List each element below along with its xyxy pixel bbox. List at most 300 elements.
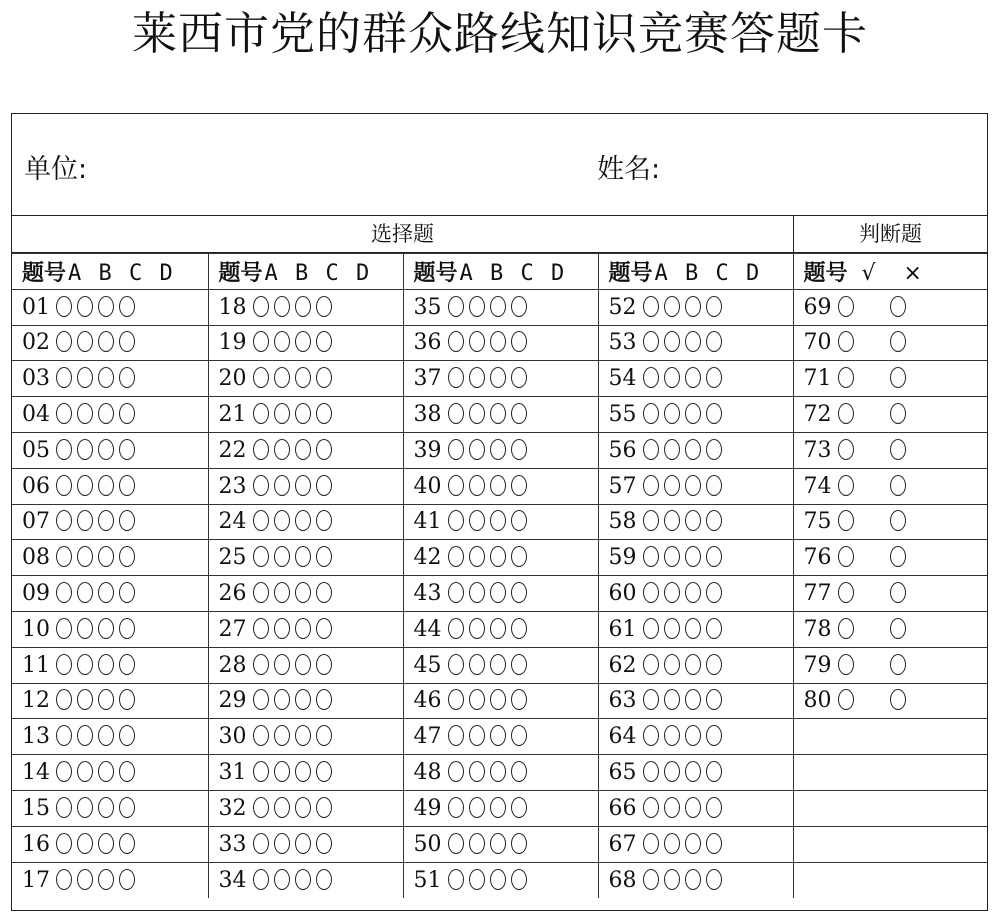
answer-bubble-d[interactable] — [316, 403, 332, 424]
answer-bubble-a[interactable] — [253, 869, 269, 890]
answer-bubble-b[interactable] — [469, 475, 485, 496]
answer-bubble-true[interactable] — [838, 296, 854, 317]
answer-bubble-c[interactable] — [490, 367, 506, 388]
answer-bubble-c[interactable] — [295, 725, 311, 746]
answer-bubble-a[interactable] — [56, 689, 72, 710]
answer-bubble-d[interactable] — [511, 582, 527, 603]
answer-bubble-d[interactable] — [706, 689, 722, 710]
answer-bubble-b[interactable] — [469, 296, 485, 317]
answer-bubble-c[interactable] — [295, 618, 311, 639]
answer-bubble-a[interactable] — [643, 833, 659, 854]
answer-bubble-d[interactable] — [706, 403, 722, 424]
answer-bubble-a[interactable] — [643, 797, 659, 818]
answer-bubble-d[interactable] — [316, 654, 332, 675]
answer-bubble-d[interactable] — [316, 833, 332, 854]
answer-bubble-b[interactable] — [274, 761, 290, 782]
answer-bubble-d[interactable] — [119, 833, 135, 854]
answer-bubble-b[interactable] — [664, 618, 680, 639]
answer-bubble-a[interactable] — [448, 761, 464, 782]
answer-bubble-b[interactable] — [77, 475, 93, 496]
answer-bubble-b[interactable] — [77, 797, 93, 818]
answer-bubble-c[interactable] — [490, 582, 506, 603]
answer-bubble-d[interactable] — [316, 869, 332, 890]
answer-bubble-d[interactable] — [511, 403, 527, 424]
answer-bubble-c[interactable] — [295, 833, 311, 854]
answer-bubble-b[interactable] — [77, 582, 93, 603]
answer-bubble-b[interactable] — [77, 331, 93, 352]
answer-bubble-d[interactable] — [511, 331, 527, 352]
answer-bubble-a[interactable] — [643, 475, 659, 496]
answer-bubble-a[interactable] — [253, 403, 269, 424]
answer-bubble-d[interactable] — [316, 367, 332, 388]
answer-bubble-false[interactable] — [890, 510, 906, 531]
answer-bubble-false[interactable] — [890, 618, 906, 639]
answer-bubble-false[interactable] — [890, 654, 906, 675]
answer-bubble-a[interactable] — [253, 689, 269, 710]
answer-bubble-d[interactable] — [316, 761, 332, 782]
answer-bubble-c[interactable] — [98, 654, 114, 675]
answer-bubble-a[interactable] — [253, 475, 269, 496]
answer-bubble-a[interactable] — [643, 618, 659, 639]
answer-bubble-true[interactable] — [838, 582, 854, 603]
answer-bubble-a[interactable] — [643, 403, 659, 424]
answer-bubble-d[interactable] — [706, 475, 722, 496]
answer-bubble-d[interactable] — [706, 331, 722, 352]
answer-bubble-false[interactable] — [890, 689, 906, 710]
answer-bubble-b[interactable] — [664, 331, 680, 352]
answer-bubble-false[interactable] — [890, 296, 906, 317]
answer-bubble-b[interactable] — [77, 439, 93, 460]
answer-bubble-a[interactable] — [56, 296, 72, 317]
answer-bubble-a[interactable] — [56, 582, 72, 603]
answer-bubble-c[interactable] — [685, 510, 701, 531]
answer-bubble-a[interactable] — [643, 367, 659, 388]
answer-bubble-b[interactable] — [664, 510, 680, 531]
answer-bubble-d[interactable] — [706, 725, 722, 746]
answer-bubble-a[interactable] — [643, 761, 659, 782]
answer-bubble-c[interactable] — [490, 725, 506, 746]
answer-bubble-a[interactable] — [448, 869, 464, 890]
answer-bubble-a[interactable] — [253, 761, 269, 782]
answer-bubble-a[interactable] — [56, 439, 72, 460]
answer-bubble-b[interactable] — [77, 833, 93, 854]
answer-bubble-b[interactable] — [664, 546, 680, 567]
answer-bubble-d[interactable] — [511, 367, 527, 388]
answer-bubble-d[interactable] — [511, 761, 527, 782]
answer-bubble-c[interactable] — [295, 403, 311, 424]
answer-bubble-c[interactable] — [295, 367, 311, 388]
answer-bubble-d[interactable] — [706, 797, 722, 818]
answer-bubble-b[interactable] — [274, 618, 290, 639]
answer-bubble-d[interactable] — [316, 510, 332, 531]
answer-bubble-c[interactable] — [295, 296, 311, 317]
answer-bubble-a[interactable] — [448, 689, 464, 710]
answer-bubble-b[interactable] — [664, 367, 680, 388]
answer-bubble-c[interactable] — [295, 582, 311, 603]
answer-bubble-true[interactable] — [838, 475, 854, 496]
answer-bubble-b[interactable] — [469, 510, 485, 531]
answer-bubble-a[interactable] — [56, 510, 72, 531]
answer-bubble-d[interactable] — [119, 510, 135, 531]
answer-bubble-c[interactable] — [685, 797, 701, 818]
answer-bubble-b[interactable] — [77, 654, 93, 675]
answer-bubble-b[interactable] — [77, 869, 93, 890]
answer-bubble-d[interactable] — [706, 654, 722, 675]
answer-bubble-c[interactable] — [490, 439, 506, 460]
answer-bubble-d[interactable] — [706, 833, 722, 854]
answer-bubble-b[interactable] — [664, 439, 680, 460]
answer-bubble-a[interactable] — [448, 725, 464, 746]
answer-bubble-c[interactable] — [490, 331, 506, 352]
answer-bubble-d[interactable] — [316, 331, 332, 352]
answer-bubble-c[interactable] — [685, 296, 701, 317]
answer-bubble-a[interactable] — [56, 797, 72, 818]
answer-bubble-true[interactable] — [838, 403, 854, 424]
answer-bubble-b[interactable] — [77, 689, 93, 710]
answer-bubble-b[interactable] — [274, 403, 290, 424]
answer-bubble-a[interactable] — [448, 296, 464, 317]
answer-bubble-d[interactable] — [511, 475, 527, 496]
table-row — [12, 611, 987, 647]
answer-bubble-b[interactable] — [469, 439, 485, 460]
answer-bubble-d[interactable] — [511, 725, 527, 746]
answer-bubble-c[interactable] — [98, 761, 114, 782]
answer-bubble-c[interactable] — [685, 725, 701, 746]
answer-bubble-a[interactable] — [643, 546, 659, 567]
answer-bubble-b[interactable] — [469, 833, 485, 854]
answer-bubble-b[interactable] — [274, 654, 290, 675]
answer-bubble-false[interactable] — [890, 403, 906, 424]
answer-bubble-b[interactable] — [274, 725, 290, 746]
answer-bubble-c[interactable] — [490, 833, 506, 854]
answer-bubble-c[interactable] — [295, 475, 311, 496]
answer-bubble-a[interactable] — [253, 510, 269, 531]
answer-bubble-c[interactable] — [685, 618, 701, 639]
answer-bubble-a[interactable] — [643, 439, 659, 460]
answer-bubble-d[interactable] — [119, 725, 135, 746]
answer-bubble-a[interactable] — [643, 331, 659, 352]
answer-bubble-c[interactable] — [295, 546, 311, 567]
answer-bubble-true[interactable] — [838, 689, 854, 710]
answer-bubble-b[interactable] — [469, 403, 485, 424]
answer-bubble-b[interactable] — [664, 689, 680, 710]
answer-bubble-a[interactable] — [253, 833, 269, 854]
answer-bubble-false[interactable] — [890, 546, 906, 567]
answer-bubble-b[interactable] — [469, 546, 485, 567]
answer-bubble-b[interactable] — [274, 797, 290, 818]
answer-bubble-a[interactable] — [56, 654, 72, 675]
answer-bubble-c[interactable] — [490, 510, 506, 531]
answer-bubble-a[interactable] — [253, 367, 269, 388]
answer-bubble-c[interactable] — [685, 331, 701, 352]
answer-bubble-a[interactable] — [643, 654, 659, 675]
answer-bubble-d[interactable] — [511, 618, 527, 639]
answer-bubble-d[interactable] — [511, 439, 527, 460]
answer-bubble-c[interactable] — [295, 439, 311, 460]
answer-bubble-c[interactable] — [490, 546, 506, 567]
answer-bubble-a[interactable] — [448, 403, 464, 424]
answer-bubble-c[interactable] — [98, 797, 114, 818]
answer-bubble-a[interactable] — [448, 510, 464, 531]
answer-bubble-d[interactable] — [119, 761, 135, 782]
answer-bubble-b[interactable] — [274, 296, 290, 317]
answer-bubble-a[interactable] — [643, 296, 659, 317]
answer-bubble-a[interactable] — [448, 833, 464, 854]
answer-bubble-d[interactable] — [511, 654, 527, 675]
answer-bubble-a[interactable] — [448, 797, 464, 818]
answer-bubble-d[interactable] — [706, 761, 722, 782]
answer-bubble-b[interactable] — [274, 367, 290, 388]
answer-bubble-c[interactable] — [685, 761, 701, 782]
answer-bubble-true[interactable] — [838, 367, 854, 388]
answer-bubble-true[interactable] — [838, 510, 854, 531]
answer-bubble-d[interactable] — [706, 546, 722, 567]
answer-bubble-b[interactable] — [664, 761, 680, 782]
answer-bubble-d[interactable] — [119, 869, 135, 890]
answer-bubble-a[interactable] — [253, 582, 269, 603]
answer-bubble-c[interactable] — [98, 475, 114, 496]
answer-bubble-true[interactable] — [838, 331, 854, 352]
answer-bubble-false[interactable] — [890, 439, 906, 460]
answer-bubble-b[interactable] — [274, 546, 290, 567]
answer-bubble-a[interactable] — [448, 546, 464, 567]
answer-bubble-d[interactable] — [706, 618, 722, 639]
answer-bubble-b[interactable] — [469, 689, 485, 710]
answer-bubble-b[interactable] — [664, 725, 680, 746]
answer-bubble-a[interactable] — [643, 689, 659, 710]
answer-bubble-c[interactable] — [685, 403, 701, 424]
answer-bubble-a[interactable] — [56, 725, 72, 746]
answer-bubble-true[interactable] — [838, 546, 854, 567]
answer-bubble-d[interactable] — [316, 618, 332, 639]
answer-bubble-b[interactable] — [77, 761, 93, 782]
answer-bubble-c[interactable] — [295, 689, 311, 710]
answer-bubble-d[interactable] — [119, 296, 135, 317]
answer-bubble-c[interactable] — [490, 403, 506, 424]
answer-bubble-a[interactable] — [253, 725, 269, 746]
answer-bubble-b[interactable] — [664, 582, 680, 603]
answer-bubble-b[interactable] — [469, 725, 485, 746]
answer-bubble-d[interactable] — [119, 654, 135, 675]
choice-question-cell — [208, 432, 403, 468]
answer-bubble-b[interactable] — [77, 296, 93, 317]
answer-bubble-a[interactable] — [643, 510, 659, 531]
answer-bubble-true[interactable] — [838, 439, 854, 460]
answer-bubble-a[interactable] — [448, 439, 464, 460]
answer-bubble-b[interactable] — [274, 833, 290, 854]
answer-bubble-b[interactable] — [469, 618, 485, 639]
answer-bubble-d[interactable] — [119, 403, 135, 424]
answer-bubble-a[interactable] — [253, 618, 269, 639]
answer-bubble-c[interactable] — [98, 331, 114, 352]
answer-bubble-d[interactable] — [316, 689, 332, 710]
answer-bubble-b[interactable] — [469, 367, 485, 388]
answer-bubble-c[interactable] — [490, 761, 506, 782]
answer-bubble-false[interactable] — [890, 367, 906, 388]
answer-bubble-c[interactable] — [98, 439, 114, 460]
answer-bubble-b[interactable] — [274, 439, 290, 460]
answer-bubble-false[interactable] — [890, 331, 906, 352]
answer-bubble-d[interactable] — [511, 510, 527, 531]
answer-bubble-a[interactable] — [448, 618, 464, 639]
answer-bubble-c[interactable] — [98, 869, 114, 890]
answer-bubble-c[interactable] — [685, 475, 701, 496]
answer-bubble-true[interactable] — [838, 654, 854, 675]
answer-bubble-d[interactable] — [511, 833, 527, 854]
answer-bubble-d[interactable] — [706, 439, 722, 460]
answer-bubble-a[interactable] — [253, 546, 269, 567]
answer-bubble-b[interactable] — [664, 797, 680, 818]
answer-bubble-a[interactable] — [253, 296, 269, 317]
answer-bubble-b[interactable] — [664, 296, 680, 317]
answer-bubble-a[interactable] — [56, 403, 72, 424]
answer-bubble-b[interactable] — [469, 869, 485, 890]
answer-bubble-d[interactable] — [119, 546, 135, 567]
answer-bubble-c[interactable] — [295, 797, 311, 818]
answer-bubble-b[interactable] — [77, 403, 93, 424]
answer-bubble-d[interactable] — [119, 618, 135, 639]
answer-bubble-a[interactable] — [448, 331, 464, 352]
answer-bubble-c[interactable] — [295, 869, 311, 890]
answer-bubble-a[interactable] — [448, 582, 464, 603]
answer-bubble-d[interactable] — [706, 869, 722, 890]
answer-bubble-a[interactable] — [643, 869, 659, 890]
answer-bubble-c[interactable] — [98, 689, 114, 710]
answer-bubble-b[interactable] — [469, 654, 485, 675]
answer-bubble-d[interactable] — [119, 331, 135, 352]
answer-bubble-a[interactable] — [56, 475, 72, 496]
answer-bubble-a[interactable] — [253, 654, 269, 675]
answer-bubble-a[interactable] — [448, 654, 464, 675]
answer-bubble-c[interactable] — [295, 654, 311, 675]
answer-bubble-d[interactable] — [511, 546, 527, 567]
answer-bubble-c[interactable] — [98, 510, 114, 531]
answer-bubble-b[interactable] — [664, 403, 680, 424]
answer-bubble-d[interactable] — [316, 439, 332, 460]
answer-bubble-b[interactable] — [77, 367, 93, 388]
answer-bubble-a[interactable] — [253, 439, 269, 460]
answer-bubble-a[interactable] — [56, 761, 72, 782]
answer-bubble-b[interactable] — [274, 869, 290, 890]
answer-bubble-d[interactable] — [316, 582, 332, 603]
answer-bubble-b[interactable] — [77, 725, 93, 746]
answer-bubble-d[interactable] — [119, 439, 135, 460]
answer-bubble-c[interactable] — [490, 797, 506, 818]
answer-bubble-b[interactable] — [274, 331, 290, 352]
answer-bubble-c[interactable] — [98, 367, 114, 388]
answer-bubble-b[interactable] — [664, 833, 680, 854]
answer-bubble-c[interactable] — [98, 403, 114, 424]
answer-bubble-c[interactable] — [685, 833, 701, 854]
answer-bubble-b[interactable] — [77, 510, 93, 531]
answer-bubble-b[interactable] — [469, 761, 485, 782]
table-row — [12, 719, 987, 755]
answer-bubble-c[interactable] — [685, 869, 701, 890]
answer-bubble-false[interactable] — [890, 582, 906, 603]
answer-bubble-c[interactable] — [98, 582, 114, 603]
answer-bubble-d[interactable] — [706, 582, 722, 603]
answer-bubble-c[interactable] — [295, 331, 311, 352]
answer-bubble-b[interactable] — [664, 869, 680, 890]
answer-bubble-c[interactable] — [490, 869, 506, 890]
answer-bubble-a[interactable] — [56, 367, 72, 388]
answer-bubble-a[interactable] — [643, 582, 659, 603]
answer-bubble-b[interactable] — [469, 331, 485, 352]
answer-bubble-d[interactable] — [316, 725, 332, 746]
answer-bubble-d[interactable] — [316, 797, 332, 818]
answer-bubble-a[interactable] — [253, 797, 269, 818]
answer-bubble-c[interactable] — [490, 618, 506, 639]
answer-bubble-d[interactable] — [706, 510, 722, 531]
answer-bubble-c[interactable] — [98, 296, 114, 317]
answer-bubble-a[interactable] — [253, 331, 269, 352]
answer-bubble-b[interactable] — [274, 689, 290, 710]
question-number: 31 — [218, 760, 247, 786]
answer-bubble-a[interactable] — [56, 833, 72, 854]
answer-bubble-d[interactable] — [316, 296, 332, 317]
answer-bubble-c[interactable] — [685, 582, 701, 603]
answer-bubble-d[interactable] — [119, 367, 135, 388]
answer-bubble-true[interactable] — [838, 618, 854, 639]
answer-bubble-c[interactable] — [98, 618, 114, 639]
answer-bubble-false[interactable] — [890, 475, 906, 496]
answer-bubble-d[interactable] — [119, 689, 135, 710]
answer-bubble-b[interactable] — [77, 546, 93, 567]
answer-bubble-b[interactable] — [469, 582, 485, 603]
answer-bubble-c[interactable] — [98, 725, 114, 746]
answer-bubble-c[interactable] — [490, 689, 506, 710]
answer-bubble-c[interactable] — [490, 296, 506, 317]
answer-bubble-b[interactable] — [469, 797, 485, 818]
answer-bubble-d[interactable] — [119, 582, 135, 603]
answer-bubble-c[interactable] — [295, 510, 311, 531]
answer-bubble-c[interactable] — [685, 546, 701, 567]
answer-bubble-d[interactable] — [511, 689, 527, 710]
answer-bubble-a[interactable] — [643, 725, 659, 746]
answer-bubble-b[interactable] — [274, 582, 290, 603]
answer-bubble-d[interactable] — [316, 475, 332, 496]
answer-bubble-b[interactable] — [77, 618, 93, 639]
answer-bubble-d[interactable] — [316, 546, 332, 567]
answer-bubble-d[interactable] — [706, 296, 722, 317]
answer-bubble-b[interactable] — [664, 654, 680, 675]
answer-bubble-c[interactable] — [685, 439, 701, 460]
answer-bubble-d[interactable] — [511, 797, 527, 818]
answer-bubble-a[interactable] — [448, 367, 464, 388]
answer-bubble-a[interactable] — [56, 869, 72, 890]
answer-bubble-c[interactable] — [98, 833, 114, 854]
answer-bubble-a[interactable] — [56, 618, 72, 639]
answer-bubble-c[interactable] — [490, 475, 506, 496]
answer-bubble-b[interactable] — [274, 510, 290, 531]
answer-bubble-c[interactable] — [490, 654, 506, 675]
answer-bubble-d[interactable] — [119, 475, 135, 496]
answer-bubble-c[interactable] — [295, 761, 311, 782]
answer-bubble-b[interactable] — [664, 475, 680, 496]
answer-bubble-a[interactable] — [56, 331, 72, 352]
answer-bubble-c[interactable] — [685, 654, 701, 675]
answer-bubble-c[interactable] — [685, 367, 701, 388]
answer-bubble-d[interactable] — [511, 296, 527, 317]
answer-bubble-a[interactable] — [448, 475, 464, 496]
answer-bubble-c[interactable] — [98, 546, 114, 567]
answer-bubble-a[interactable] — [56, 546, 72, 567]
answer-bubble-b[interactable] — [274, 475, 290, 496]
answer-bubble-d[interactable] — [119, 797, 135, 818]
answer-bubble-c[interactable] — [685, 689, 701, 710]
answer-bubble-d[interactable] — [706, 367, 722, 388]
answer-bubble-d[interactable] — [511, 869, 527, 890]
